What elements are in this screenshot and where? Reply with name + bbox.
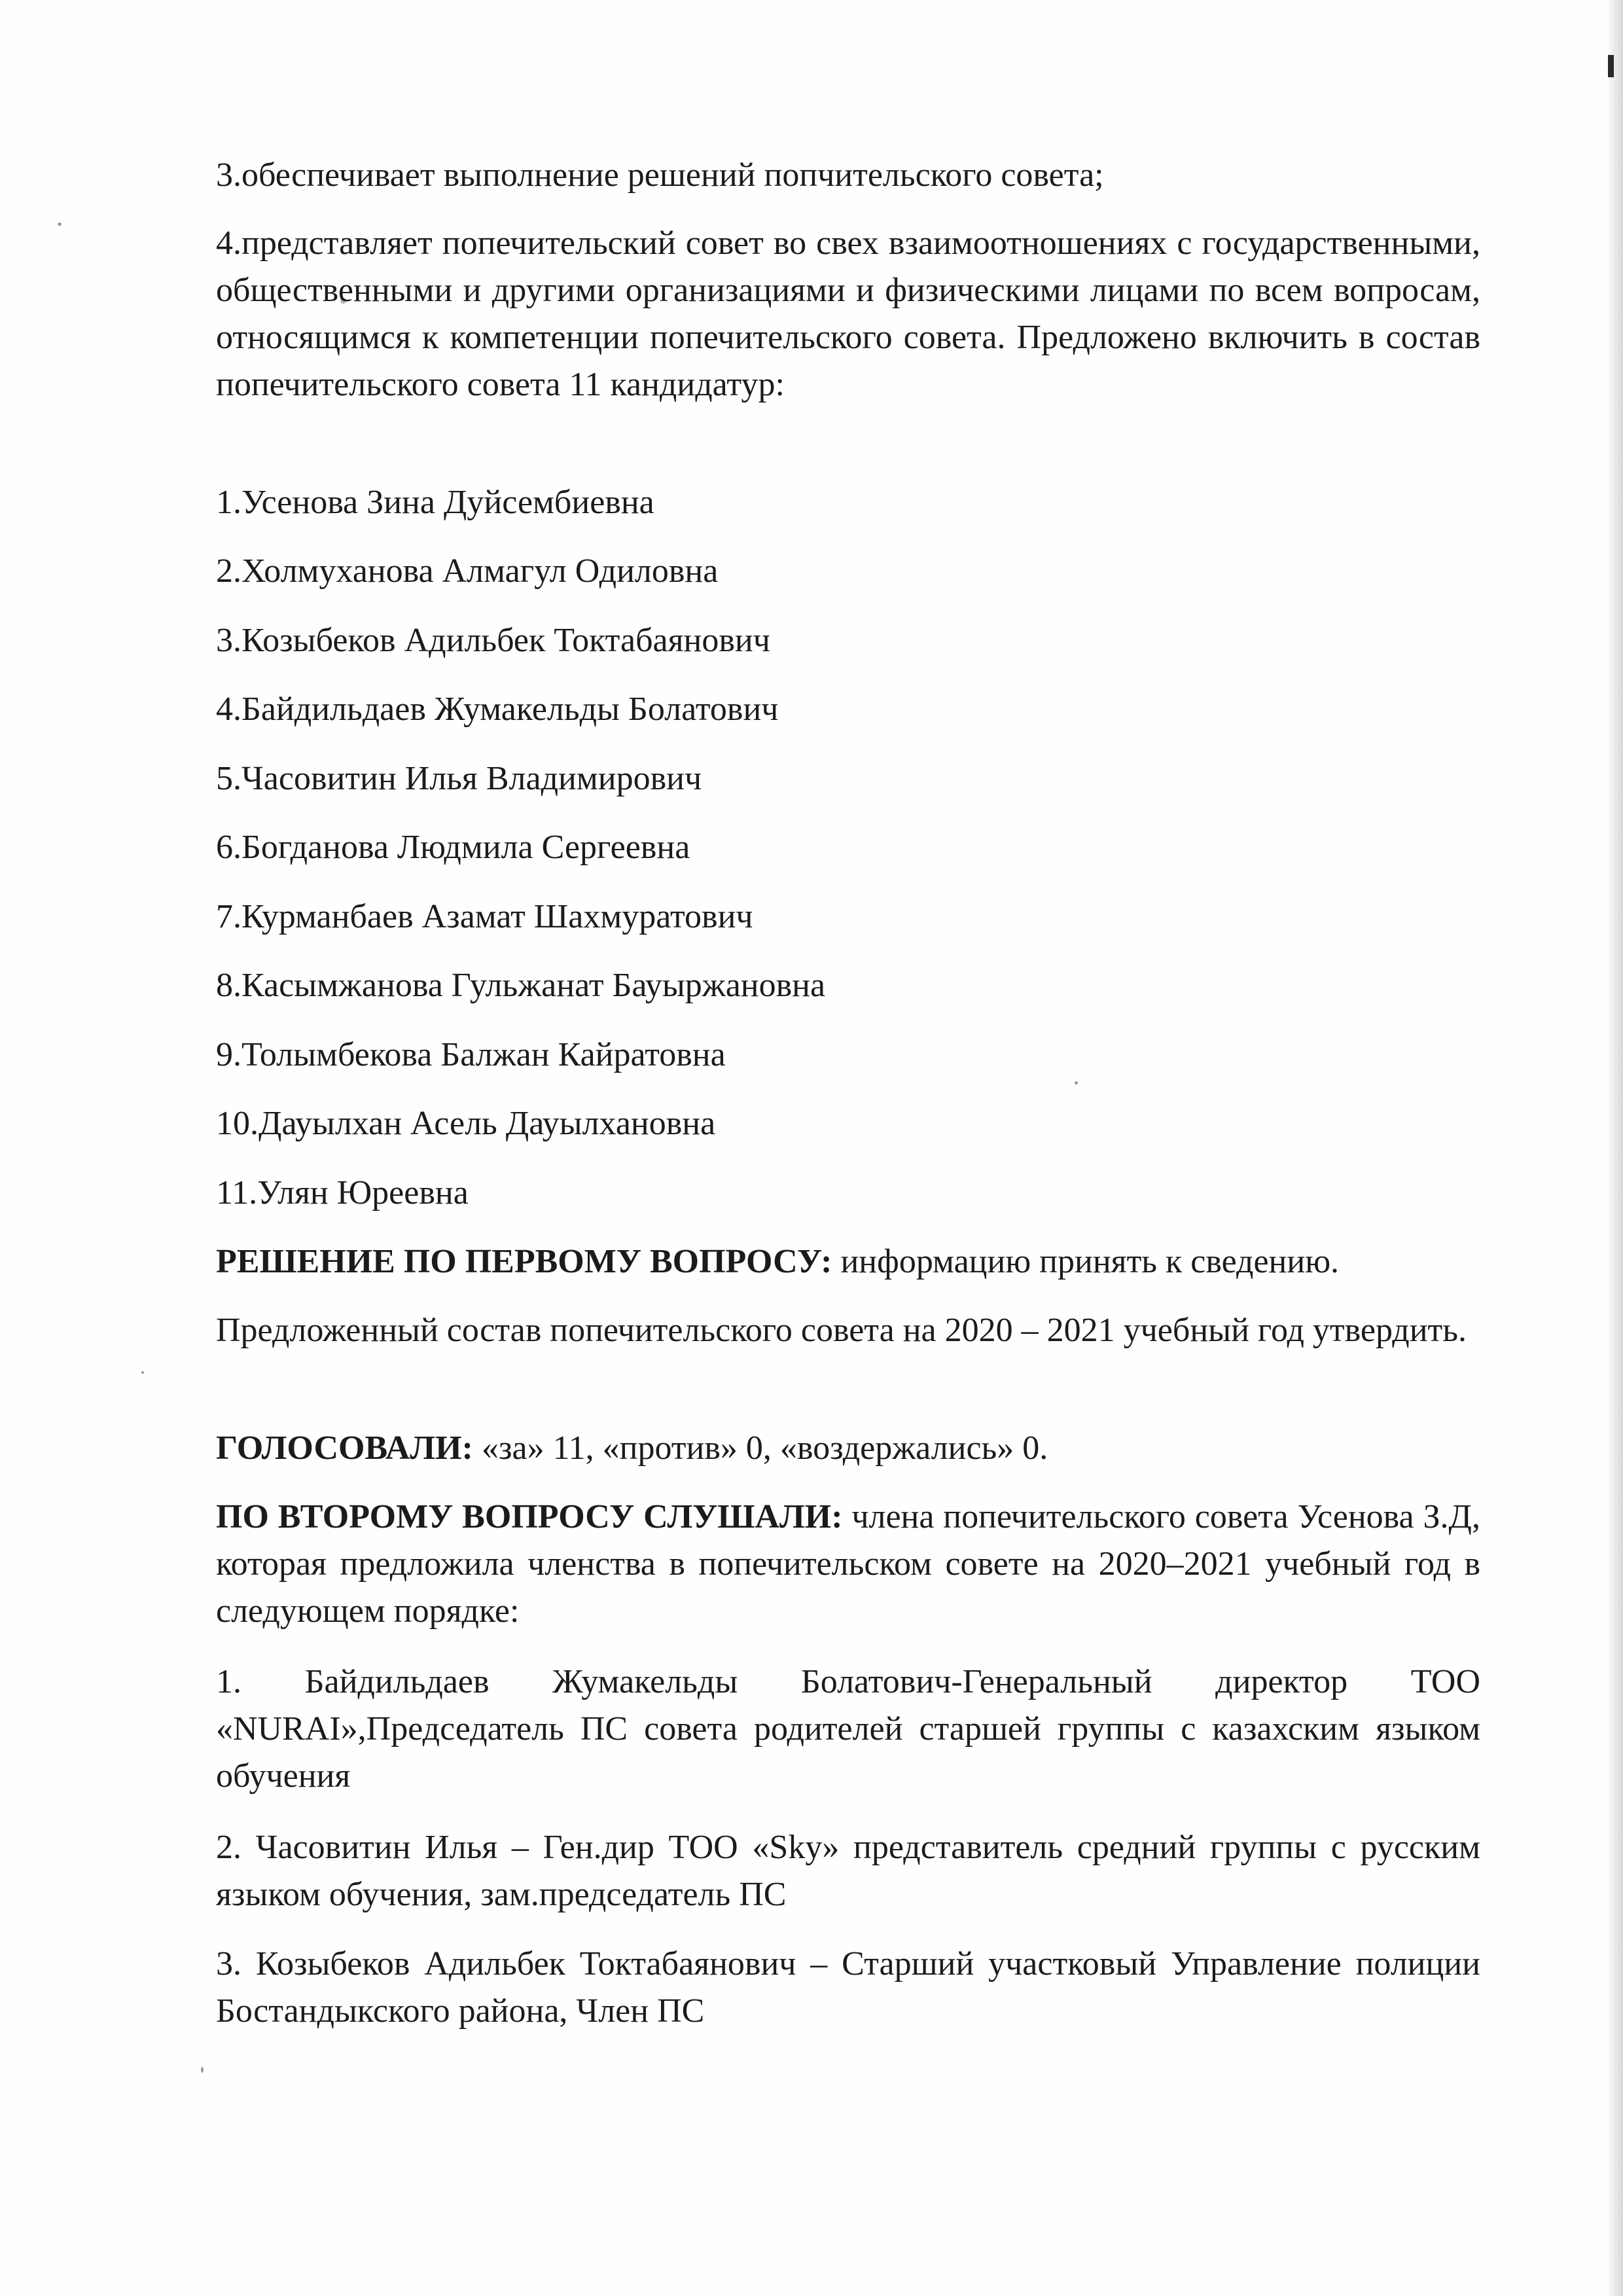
- second-question-label: ПО ВТОРОМУ ВОПРОСУ СЛУШАЛИ:: [216, 1498, 843, 1535]
- scan-speck: [58, 223, 62, 226]
- candidate-2: 2.Холмуханова Алмагул Одиловна: [216, 552, 719, 590]
- paragraph-item-3: 3.обеспечивает выполнение решений попчительского совета;: [216, 156, 1104, 194]
- candidate-8: 8.Касымжанова Гульжанат Бауыржановна: [216, 967, 826, 1004]
- candidate-3: 3.Козыбеков Адильбек Токтабаянович: [216, 622, 770, 659]
- candidate-10: 10.Дауылхан Асель Дауылхановна: [216, 1105, 716, 1142]
- candidate-7: 7.Курманбаев Азамат Шахмуратович: [216, 898, 753, 935]
- scan-edge: [1609, 0, 1623, 2296]
- role-item-1: 1. Байдильдаев Жумакельды Болатович-Генеральный директор ТОО «NURAI»,Председатель ПС совета родителей старшей группы с казахским языком обучения: [216, 1663, 1480, 1795]
- paragraph-item-4: 4.представляет попечительский совет во свех взаимоотношениях с государственными, общественными и другими организациями и физическими лицами по всем вопросам, относящимся к компетенции попечительского совета. Предложено включить в состав попечительского совета 11 кандидатур:: [216, 224, 1480, 403]
- decision-first-question: [216, 1238, 1480, 1285]
- role-item-2: 2. Часовитин Илья – Ген.дир ТОО «Sky» представитель средний группы с русским языком обучения, зам.председатель ПС: [216, 1829, 1480, 1913]
- scan-speck: [141, 1371, 144, 1374]
- scan-mark: [1608, 55, 1614, 77]
- candidate-4: 4.Байдильдаев Жумакельды Болатович: [216, 691, 779, 728]
- second-question-paragraph: [216, 1494, 1480, 1635]
- scan-speck: [201, 2067, 204, 2073]
- candidate-9: 9.Толымбекова Балжан Кайратовна: [216, 1036, 726, 1073]
- role-item-3: 3. Козыбеков Адильбек Токтабаянович – Старший участковый Управление полиции Бостандыкского района, Член ПС: [216, 1945, 1480, 2030]
- candidate-6: 6.Богданова Людмила Сергеевна: [216, 829, 690, 866]
- approve-paragraph: Предложенный состав попечительского совета на 2020 – 2021 учебный год утвердить.: [216, 1312, 1467, 1349]
- candidate-5: 5.Часовитин Илья Владимирович: [216, 760, 702, 797]
- candidate-1: 1.Усенова Зина Дуйсембиевна: [216, 484, 654, 521]
- candidate-11: 11.Улян Юреевна: [216, 1174, 469, 1211]
- decision-label: РЕШЕНИЕ ПО ПЕРВОМУ ВОПРОСУ:: [216, 1243, 832, 1280]
- vote-text: «за» 11, «против» 0, «воздержались» 0.: [473, 1429, 1048, 1467]
- vote-line: [216, 1425, 1480, 1472]
- second-question-text: члена попечительского совета Усенова З.Д, которая предложила членства в попечительском совете на 2020–2021 учебный год в следующем порядке:: [216, 1498, 1480, 1630]
- vote-label: ГОЛОСОВАЛИ:: [216, 1429, 473, 1467]
- scan-speck: [1075, 1081, 1078, 1085]
- decision-text: информацию принять к сведению.: [832, 1243, 1340, 1280]
